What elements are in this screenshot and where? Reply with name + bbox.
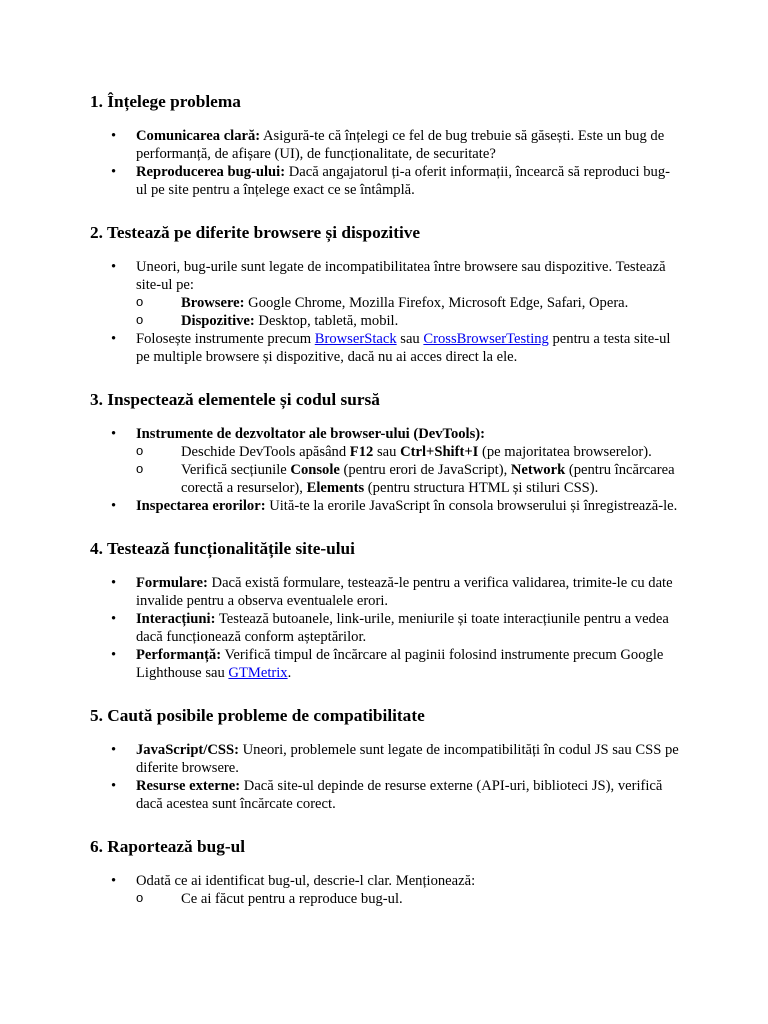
item-text: Google Chrome, Mozilla Firefox, Microsoft Edge, Safari, Opera. (244, 295, 629, 311)
item-text: Odată ce ai identificat bug-ul, descrie-l clar. Menționează: (136, 873, 476, 889)
list-item (90, 574, 680, 610)
list-item (90, 330, 680, 366)
bullet-icon: • (111, 575, 117, 591)
bullet-icon: • (111, 647, 117, 663)
item-label: Dispozitive: (181, 313, 255, 329)
item-label: Interacțiuni: (136, 611, 216, 627)
section-2 (90, 221, 680, 366)
sub-list-item (136, 461, 680, 497)
list-item (90, 646, 680, 682)
bullet-icon: • (111, 164, 117, 180)
bullet-icon: • (111, 611, 117, 627)
bullet-icon: • (111, 259, 117, 275)
item-text: Ce ai făcut pentru a reproduce bug-ul. (181, 891, 403, 907)
item-label: Browsere: (181, 295, 245, 311)
item-text: Dacă angajatorul ți-a oferit informații, încearcă să reproduci bug-ul pe site pentru a înțelege exact ce se întâmplă. (136, 164, 670, 198)
item-text: Uită-te la erorile JavaScript în consola browserului și înregistrează-le. (265, 498, 678, 514)
sub-list-item (136, 312, 680, 330)
list-item (90, 610, 680, 646)
sub-list (136, 443, 680, 497)
section-6 (90, 835, 680, 908)
bullet-icon: • (111, 742, 117, 758)
bullet-list (90, 574, 680, 682)
item-label: Inspectarea erorilor: (136, 498, 266, 514)
key-f12: F12 (349, 444, 374, 460)
item-label: Instrumente de dezvoltator ale browser-ului (DevTools): (136, 426, 486, 442)
document-body (90, 90, 680, 930)
item-text: Asigură-te că înțelegi ce fel de bug trebuie să găsești. Este un bug de performanță, de afișare (UI), de funcționalitate, de securitate? (136, 128, 665, 162)
sub-bullet-icon: o (136, 294, 144, 309)
crossbrowsertesting-link[interactable]: CrossBrowserTesting (423, 331, 549, 347)
item-text: pentru a testa site-ul pe multiple browsere și dispozitive, dacă nu ai acces direct la ele. (136, 331, 671, 365)
section-1 (90, 90, 680, 199)
item-text: (pentru încărcarea corectă a resurselor), (181, 462, 675, 496)
item-text: Dacă există formulare, testează-le pentru a verifica validarea, trimite-le cu date invalide pentru a observa eventualele erori. (136, 575, 673, 609)
bullet-icon: • (111, 778, 117, 794)
bullet-icon: • (111, 128, 117, 144)
bullet-icon: • (111, 426, 117, 442)
item-text: Dacă site-ul depinde de resurse externe (API-uri, biblioteci JS), verifică dacă acestea sunt încărcate corect. (136, 778, 663, 812)
sub-list-item (136, 890, 680, 908)
item-text: sau (396, 331, 424, 347)
section-5 (90, 704, 680, 813)
gtmetrix-link[interactable]: GTMetrix (228, 665, 288, 681)
item-text: Folosește instrumente precum (136, 331, 315, 347)
item-text: . (287, 665, 292, 681)
item-text: Verifică secțiunile (181, 462, 291, 478)
list-item (90, 163, 680, 199)
network-label: Network (510, 462, 566, 478)
bullet-icon: • (111, 331, 117, 347)
key-ctrl-shift-i: Ctrl+Shift+I (400, 444, 479, 460)
sub-bullet-icon: o (136, 461, 144, 476)
browserstack-link[interactable]: BrowserStack (314, 331, 397, 347)
bullet-list (90, 425, 680, 515)
console-label: Console (290, 462, 340, 478)
item-label: Formulare: (136, 575, 208, 591)
item-label: Resurse externe: (136, 778, 241, 794)
item-text: Verifică timpul de încărcare al paginii folosind instrumente precum Google Lighthouse sau (136, 647, 664, 681)
section-heading: 3. Inspectează elementele și codul sursă (90, 390, 380, 409)
list-item (90, 741, 680, 777)
section-heading: 6. Raportează bug-ul (90, 837, 246, 856)
item-label: Performanță: (136, 647, 222, 663)
item-text: (pe majoritatea browserelor). (478, 444, 652, 460)
sub-list-item (136, 443, 680, 461)
section-heading: 5. Caută posibile probleme de compatibilitate (90, 706, 425, 725)
list-item (90, 127, 680, 163)
sub-bullet-icon: o (136, 890, 144, 905)
section-3 (90, 388, 680, 515)
sub-list (136, 294, 680, 330)
section-heading: 4. Testează funcționalitățile site-ului (90, 539, 355, 558)
sub-list-item (136, 294, 680, 312)
bullet-list (90, 258, 680, 366)
list-item (90, 777, 680, 813)
bullet-list (90, 872, 680, 908)
bullet-list (90, 741, 680, 813)
item-label: JavaScript/CSS: (136, 742, 239, 758)
item-text: Uneori, bug-urile sunt legate de incompatibilitatea între browsere sau dispozitive. Testează site-ul pe: (136, 259, 666, 293)
item-text: (pentru structura HTML și stiluri CSS). (364, 480, 599, 496)
elements-label: Elements (306, 480, 365, 496)
sub-list (136, 890, 680, 908)
item-text: Deschide DevTools apăsând (181, 444, 350, 460)
item-text: sau (373, 444, 401, 460)
list-item (90, 425, 680, 497)
bullet-icon: • (111, 498, 117, 514)
item-label: Comunicarea clară: (136, 128, 261, 144)
item-text: Uneori, problemele sunt legate de incompatibilități în codul JS sau CSS pe diferite browsere. (136, 742, 679, 776)
sub-bullet-icon: o (136, 443, 144, 458)
sub-bullet-icon: o (136, 312, 144, 327)
section-heading: 2. Testează pe diferite browsere și dispozitive (90, 223, 421, 242)
list-item (90, 872, 680, 908)
item-text: Testează butoanele, link-urile, meniurile și toate interacțiunile pentru a vedea dacă funcționează conform așteptărilor. (136, 611, 669, 645)
list-item (90, 497, 680, 515)
bullet-list (90, 127, 680, 199)
section-4 (90, 537, 680, 682)
item-label: Reproducerea bug-ului: (136, 164, 286, 180)
bullet-icon: • (111, 873, 117, 889)
item-text: (pentru erori de JavaScript), (339, 462, 511, 478)
section-heading: 1. Înțelege problema (90, 92, 241, 111)
item-text: Desktop, tabletă, mobil. (254, 313, 399, 329)
list-item (90, 258, 680, 330)
